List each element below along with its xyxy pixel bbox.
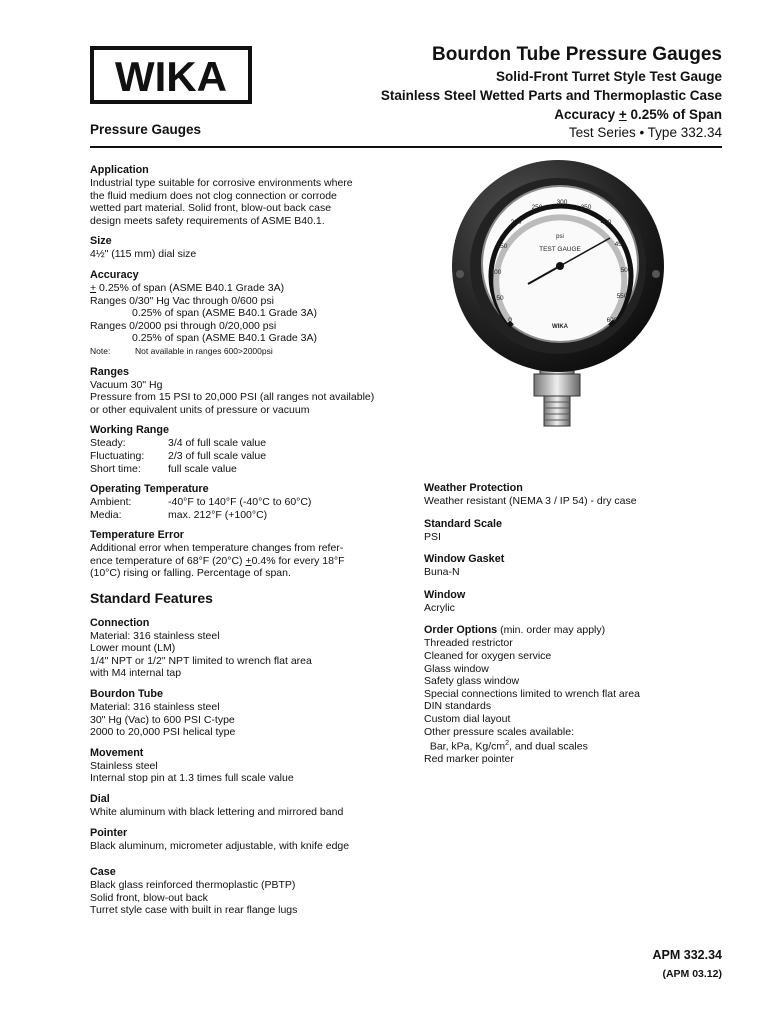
plus-minus-symbol: + xyxy=(245,554,252,567)
size-section xyxy=(90,235,390,261)
temperature-error-heading: Temperature Error xyxy=(90,529,185,542)
row-value: -40°F to 140°F (-40°C to 60°C) xyxy=(168,496,312,509)
movement-line: Internal stop pin at 1.3 times full scale value xyxy=(90,772,294,785)
temperature-error-line: Additional error when temperature changes from refer- xyxy=(90,542,344,555)
size-heading: Size xyxy=(90,235,112,248)
gasket-section xyxy=(424,553,724,579)
application-line: Industrial type suitable for corrosive environments where xyxy=(90,177,353,189)
accuracy-section xyxy=(90,269,390,358)
movement-heading: Movement xyxy=(90,746,144,759)
order-option: Other pressure scales available: xyxy=(424,725,574,738)
temperature-row xyxy=(90,509,390,522)
scale-label-250: 250 xyxy=(531,204,543,211)
scale-label-350: 350 xyxy=(580,204,592,211)
window-heading: Window xyxy=(424,588,466,601)
connection-heading: Connection xyxy=(90,616,150,629)
scale-label-150: 150 xyxy=(496,243,508,250)
accuracy-value: 0.25% of Span xyxy=(626,107,722,122)
case-line: Turret style case with built in rear flange lugs xyxy=(90,904,298,917)
window-line: Acrylic xyxy=(424,601,455,614)
case-line: Black glass reinforced thermoplastic (PBTP) xyxy=(90,879,296,892)
movement-section xyxy=(90,747,390,785)
order-option: Red marker pointer xyxy=(424,753,514,766)
bourdon-tube-heading: Bourdon Tube xyxy=(90,688,163,701)
line-text: ence temperature of 68°F (20°C) xyxy=(90,554,246,567)
weather-section xyxy=(424,482,724,508)
right-column xyxy=(424,482,724,774)
temperature-error-line xyxy=(90,555,390,568)
scale-label-300: 300 xyxy=(556,199,568,206)
wika-logo xyxy=(90,46,252,104)
accuracy-line-text: 0.25% of span (ASME B40.1 Grade 3A) xyxy=(96,281,285,294)
connection-section xyxy=(90,617,390,680)
weather-line: Weather resistant (NEMA 3 / IP 54) - dry case xyxy=(424,495,637,507)
accuracy-line: Ranges 0/30" Hg Vac through 0/600 psi xyxy=(90,294,274,307)
weather-heading: Weather Protection xyxy=(424,482,523,494)
accuracy-line xyxy=(90,282,390,295)
scale-label-400: 400 xyxy=(600,219,612,226)
order-options-note: (min. order may apply) xyxy=(497,624,606,637)
scales-superscript: 2 xyxy=(505,740,510,748)
application-section xyxy=(90,164,390,227)
scale-section xyxy=(424,518,724,544)
accuracy-heading: Accuracy xyxy=(90,268,139,281)
row-key: Steady: xyxy=(90,437,126,450)
row-key: Media: xyxy=(90,508,122,521)
accuracy-prefix: Accuracy xyxy=(554,107,619,122)
row-key: Fluctuating: xyxy=(90,449,145,462)
accuracy-line: 0.25% of span (ASME B40.1 Grade 3A) xyxy=(132,332,318,345)
connection-line: Lower mount (LM) xyxy=(90,642,176,655)
ranges-line: Pressure from 15 PSI to 20,000 PSI (all ranges not available) xyxy=(90,391,375,404)
note-label: Note: xyxy=(90,345,111,356)
bourdon-tube-section xyxy=(90,688,390,739)
size-value: 4½" (115 mm) dial size xyxy=(90,248,197,261)
working-range-row xyxy=(90,463,390,476)
scale-label-50: 50 xyxy=(496,295,504,302)
order-option: Custom dial layout xyxy=(424,712,511,725)
line-text: 0.4% for every 18°F xyxy=(251,554,345,567)
scale-heading: Standard Scale xyxy=(424,517,503,530)
ranges-heading: Ranges xyxy=(90,365,130,378)
accuracy-plus-minus-symbol: + xyxy=(90,281,97,294)
document-series: Test Series • Type 332.34 xyxy=(568,125,722,140)
ranges-section xyxy=(90,366,390,417)
application-line: the fluid medium does not clog connection or corrode xyxy=(90,189,337,202)
dial-heading: Dial xyxy=(90,793,110,805)
logo-text: WIKA xyxy=(115,53,227,100)
ranges-line: Vacuum 30" Hg xyxy=(90,378,163,391)
row-key: Short time: xyxy=(90,462,141,475)
scale-label-500: 500 xyxy=(620,267,632,274)
operating-temperature-heading: Operating Temperature xyxy=(90,483,209,496)
bourdon-tube-line: Material: 316 stainless steel xyxy=(90,701,220,714)
order-option-scales xyxy=(424,738,724,753)
document-accuracy-title xyxy=(554,107,722,122)
pointer-line: Black aluminum, micrometer adjustable, with knife edge xyxy=(90,839,350,852)
note-text: Not available in ranges 600>2000psi xyxy=(135,345,273,356)
window-section xyxy=(424,589,724,615)
scale-label-450: 450 xyxy=(614,241,626,248)
scales-text: Bar, kPa, Kg/cm xyxy=(424,740,506,753)
temperature-error-section xyxy=(90,529,390,580)
row-key: Ambient: xyxy=(90,496,132,509)
order-options-heading-row xyxy=(424,624,724,637)
application-line: wetted part material. Solid front, blow-out back case xyxy=(90,202,332,215)
case-line: Solid front, blow-out back xyxy=(90,891,208,904)
document-title: Bourdon Tube Pressure Gauges xyxy=(432,44,722,65)
document-subtitle-1: Solid-Front Turret Style Test Gauge xyxy=(495,69,722,84)
connection-line: Material: 316 stainless steel xyxy=(90,629,220,642)
working-range-row xyxy=(90,437,390,450)
order-options-section xyxy=(424,624,724,765)
scale-line: PSI xyxy=(424,530,441,543)
row-value: 2/3 of full scale value xyxy=(168,449,267,462)
standard-features-heading: Standard Features xyxy=(90,590,213,607)
order-options-heading: Order Options xyxy=(424,624,498,637)
order-option: Cleaned for oxygen service xyxy=(424,649,552,662)
scale-label-100: 100 xyxy=(490,269,502,276)
document-revision: (APM 03.12) xyxy=(662,968,722,980)
temperature-row xyxy=(90,496,390,509)
accuracy-plus-minus: + xyxy=(618,107,627,122)
temperature-error-line: (10°C) rising or falling. Percentage of span. xyxy=(90,567,291,580)
dial-unit-psi: psi xyxy=(556,234,564,240)
ranges-line: or other equivalent units of pressure or vacuum xyxy=(90,403,310,416)
dial-brand: WIKA xyxy=(552,324,568,330)
scales-text: , and dual scales xyxy=(509,740,588,753)
bourdon-tube-line: 2000 to 20,000 PSI helical type xyxy=(90,726,236,739)
scale-label-550: 550 xyxy=(616,293,628,300)
document-subtitle-2: Stainless Steel Wetted Parts and Thermoplastic Case xyxy=(380,88,722,103)
working-range-heading: Working Range xyxy=(90,424,169,437)
order-option: Special connections limited to wrench flat area xyxy=(424,687,640,700)
movement-line: Stainless steel xyxy=(90,759,158,772)
dial-test-label: TEST GAUGE xyxy=(539,246,581,253)
row-value: full scale value xyxy=(168,462,237,475)
working-range-row xyxy=(90,450,390,463)
section-label: Pressure Gauges xyxy=(90,122,202,137)
scale-label-600: 600 xyxy=(606,317,618,324)
bourdon-tube-line: 30" Hg (Vac) to 600 PSI C-type xyxy=(90,713,235,726)
connection-line: with M4 internal tap xyxy=(90,667,182,680)
gasket-line: Buna-N xyxy=(424,566,460,579)
gasket-heading: Window Gasket xyxy=(424,553,505,566)
accuracy-note xyxy=(90,345,390,358)
application-line: design meets safety requirements of ASME B40.1. xyxy=(90,214,325,227)
left-column xyxy=(90,164,390,925)
pointer-section xyxy=(90,827,390,853)
working-range-section xyxy=(90,424,390,475)
order-option: Threaded restrictor xyxy=(424,637,513,650)
row-value: 3/4 of full scale value xyxy=(168,437,267,450)
pressure-gauge-image xyxy=(440,156,676,436)
connection-line: 1/4" NPT or 1/2" NPT limited to wrench flat area xyxy=(90,654,312,667)
scale-label-0: 0 xyxy=(508,317,512,324)
header-rule xyxy=(90,146,722,148)
pointer-heading: Pointer xyxy=(90,826,128,839)
accuracy-line: Ranges 0/2000 psi through 0/20,000 psi xyxy=(90,319,277,332)
operating-temperature-section xyxy=(90,483,390,521)
accuracy-line: 0.25% of span (ASME B40.1 Grade 3A) xyxy=(132,307,318,320)
order-option: DIN standards xyxy=(424,700,492,713)
case-section xyxy=(90,866,390,917)
case-heading: Case xyxy=(90,866,116,879)
application-heading: Application xyxy=(90,164,149,176)
order-option: Glass window xyxy=(424,662,489,675)
scale-label-200: 200 xyxy=(510,219,522,226)
row-value: max. 212°F (+100°C) xyxy=(168,508,268,521)
document-code: APM 332.34 xyxy=(652,948,722,962)
dial-line: White aluminum with black lettering and mirrored band xyxy=(90,806,344,818)
dial-section xyxy=(90,793,390,819)
order-option: Safety glass window xyxy=(424,675,520,688)
